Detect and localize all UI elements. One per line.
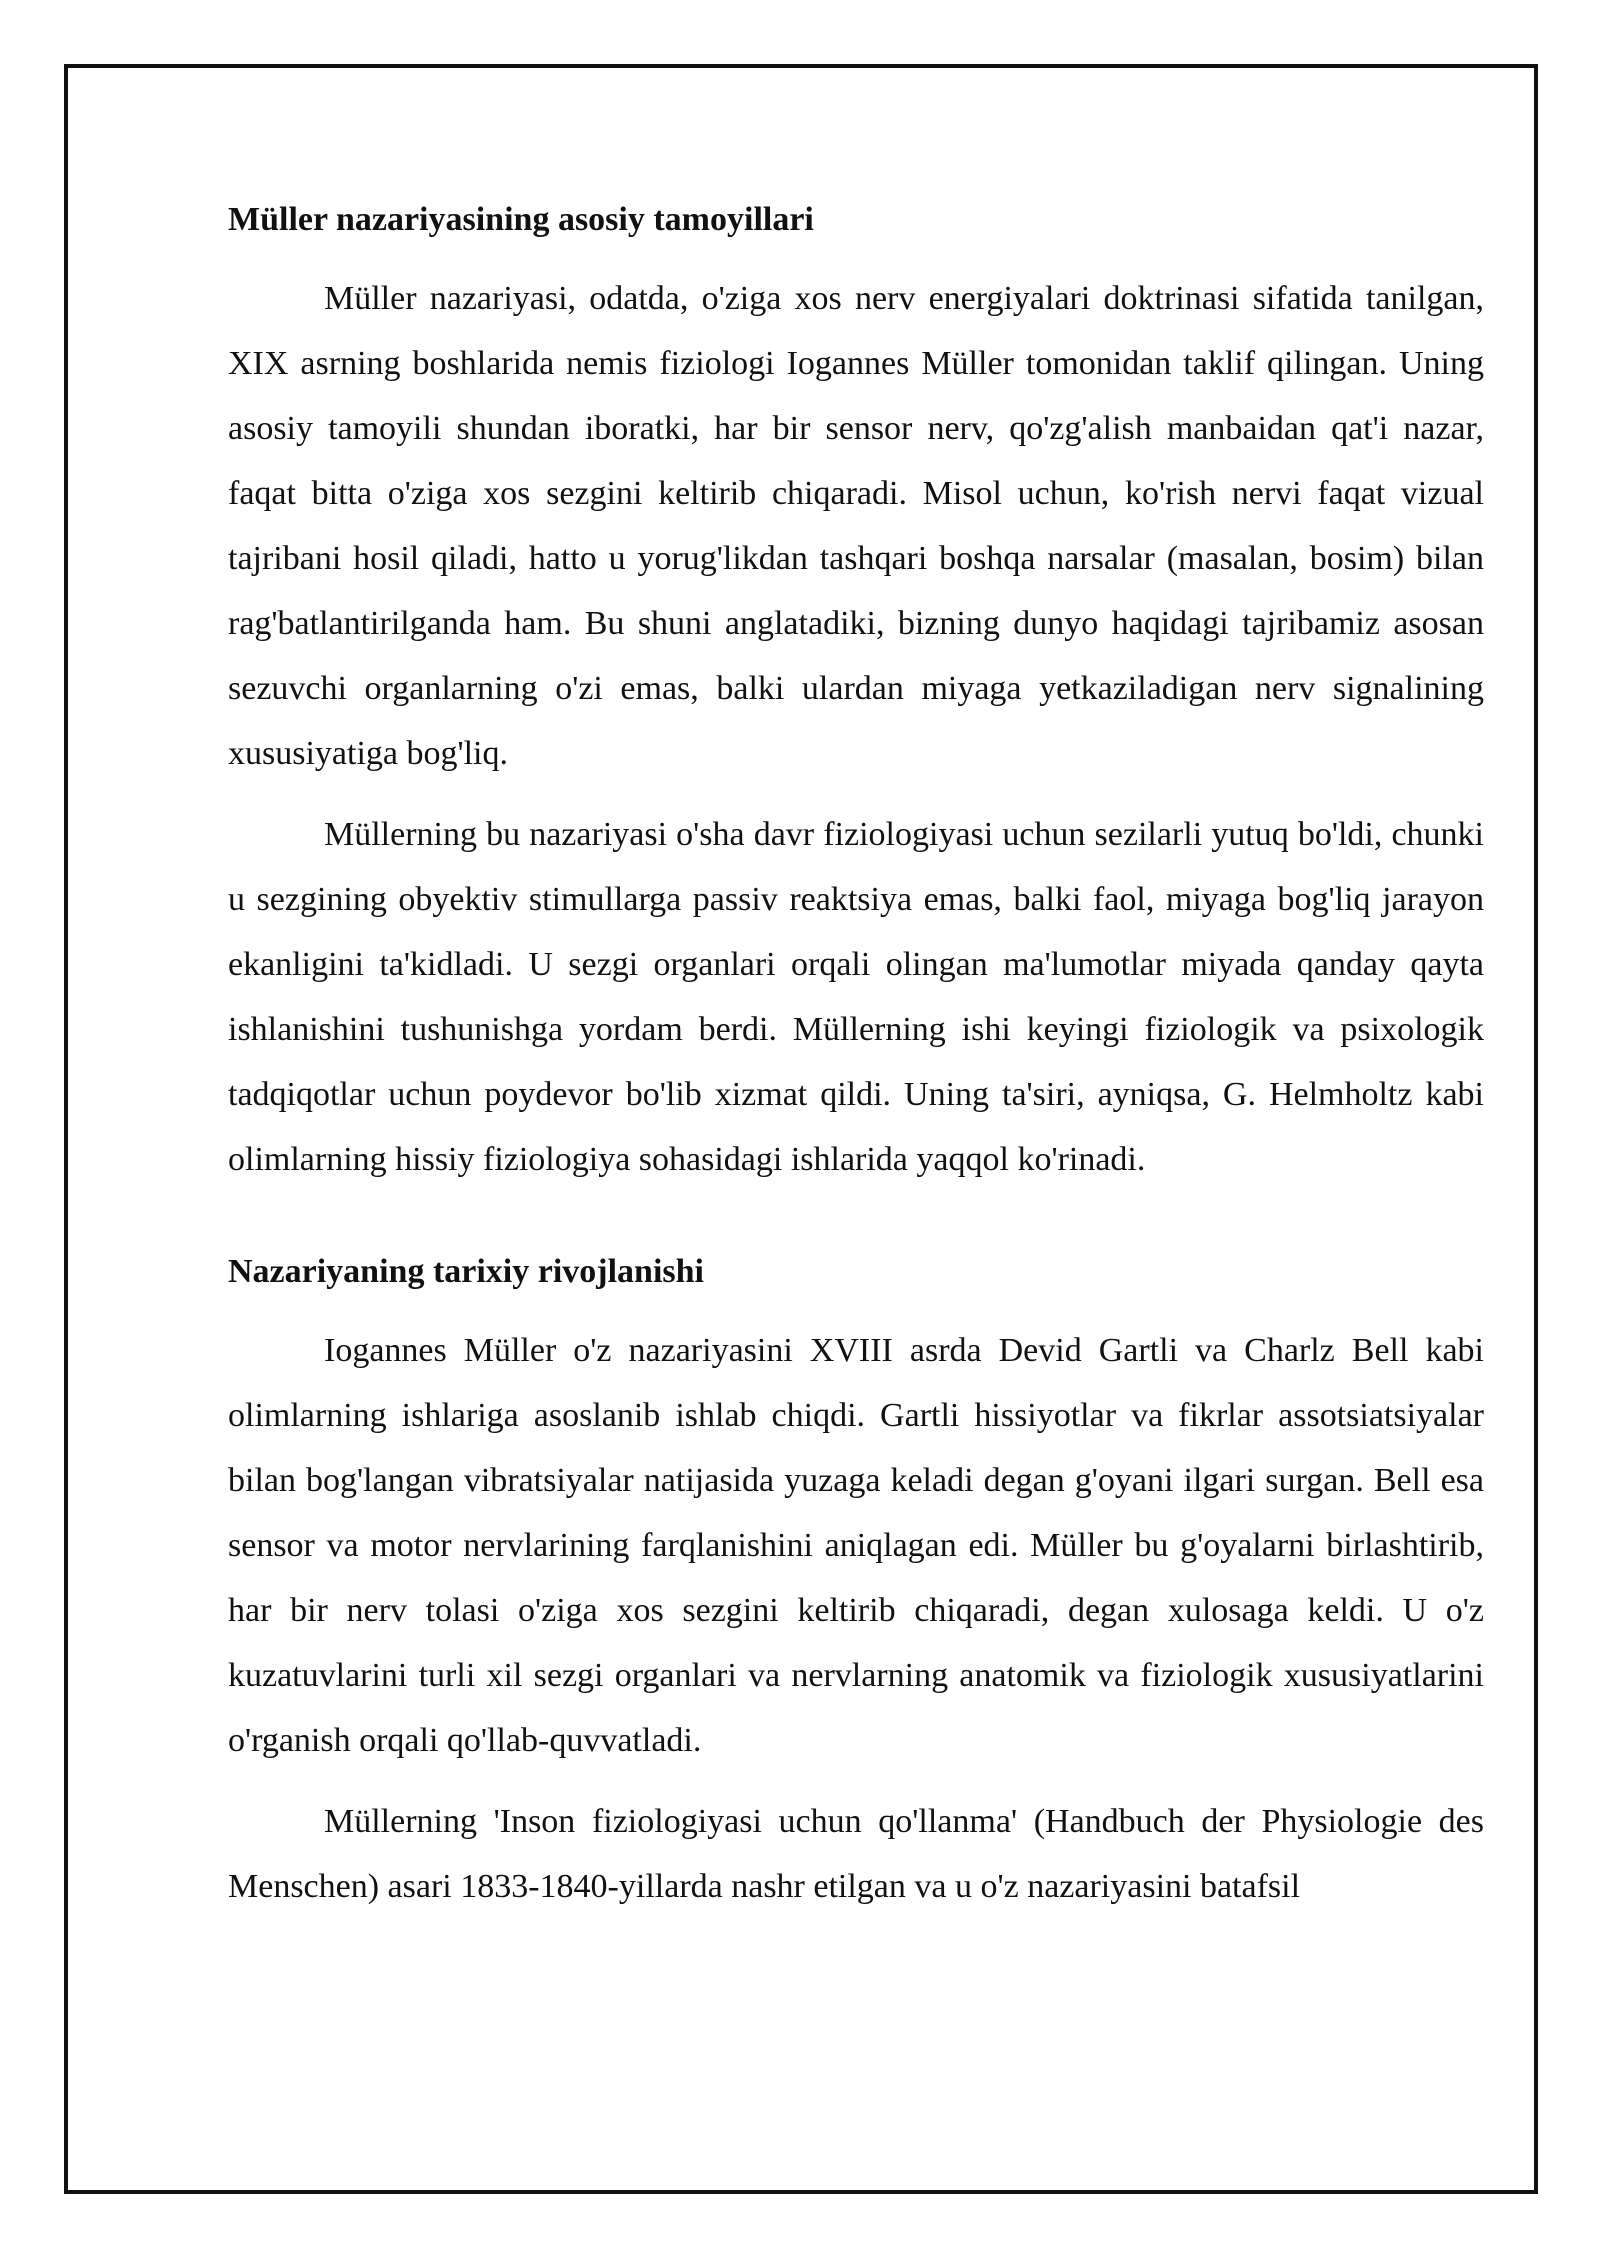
section-heading: Müller nazariyasining asosiy tamoyillari — [228, 201, 814, 238]
paragraph: Müllerning bu nazariyasi o'sha davr fiziologiyasi uchun sezilarli yutuq bo'ldi, chunki u sezgining obyektiv stimullarga passiv reaktsiya emas, balki faol, miyaga bog'liq jarayon ekanligini ta'kidladi. U sezgi organlari orqali olingan ma'lumotlar miyada qanday qayta ishlanishini tushunishga yordam berdi. Müllerning ishi keyingi fiziologik va psixologik tadqiqotlar uchun poydevor bo'lib xizmat qildi. Uning ta'siri, ayniqsa, G. Helmholtz kabi olimlarning hissiy fiziologiya sohasidagi ishlarida yaqqol ko'rinadi. — [228, 816, 1484, 1178]
paragraph: Iogannes Müller o'z nazariyasini XVIII asrda Devid Gartli va Charlz Bell kabi olimlarning ishlariga asoslanib ishlab chiqdi. Gartli hissiyotlar va fikrlar assotsiatsiyalar bilan bog'langan vibratsiyalar natijasida yuzaga keladi degan g'oyani ilgari surgan. Bell esa sensor va motor nervlarining farqlanishini aniqlagan edi. Müller bu g'oyalarni birlashtirib, har bir nerv tolasi o'ziga xos sezgini keltirib chiqaradi, degan xulosaga keldi. U o'z kuzatuvlarini turli xil sezgi organlari va nervlarning anatomik va fiziologik xususiyatlarini o'rganish orqali qo'llab-quvvatladi. — [228, 1332, 1484, 1759]
document-body — [228, 196, 1484, 1935]
section-heading: Nazariyaning tarixiy rivojlanishi — [228, 1253, 704, 1290]
paragraph: Müller nazariyasi, odatda, o'ziga xos nerv energiyalari doktrinasi sifatida tanilgan, XIX asrning boshlarida nemis fiziologi Iogannes Müller tomonidan taklif qilingan. Uning asosiy tamoyili shundan iboratki, har bir sensor nerv, qo'zg'alish manbaidan qat'i nazar, faqat bitta o'ziga xos sezgini keltirib chiqaradi. Misol uchun, ko'rish nervi faqat vizual tajribani hosil qiladi, hatto u yorug'likdan tashqari boshqa narsalar (masalan, bosim) bilan rag'batlantirilganda ham. Bu shuni anglatadiki, bizning dunyo haqidagi tajribamiz asosan sezuvchi organlarning o'zi emas, balki ulardan miyaga yetkaziladigan nerv signalining xususiyatiga bog'liq. — [228, 280, 1484, 772]
paragraph: Müllerning 'Inson fiziologiyasi uchun qo'llanma' (Handbuch der Physiologie des Menschen) asari 1833-1840-yillarda nashr etilgan va u o'z nazariyasini batafsil — [228, 1803, 1484, 1905]
